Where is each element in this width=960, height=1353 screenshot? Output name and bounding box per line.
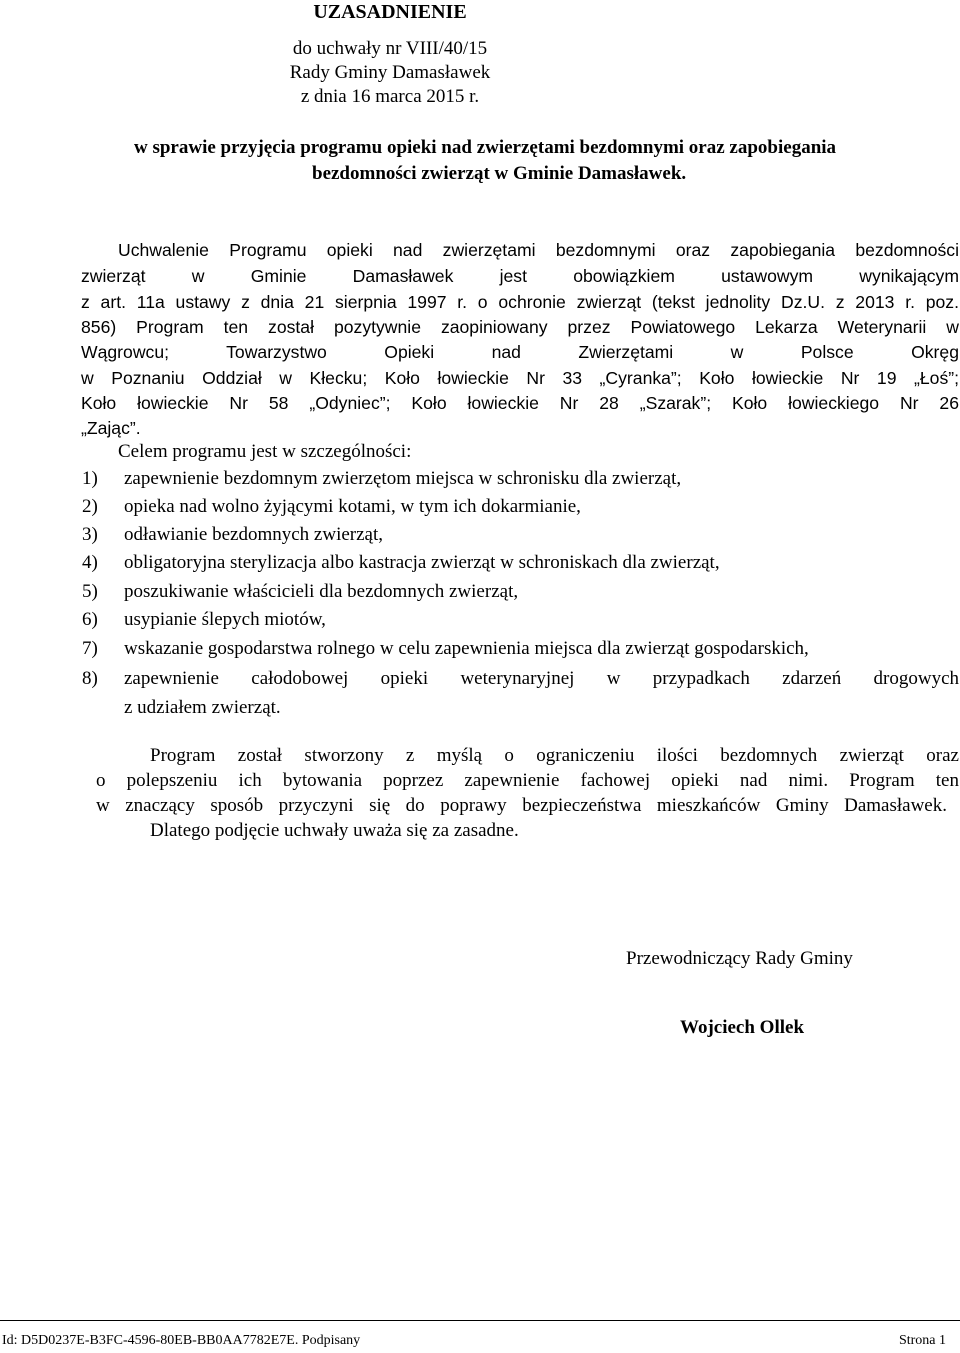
list-item-text: opieka nad wolno żyjącymi kotami, w tym ich dokarmianie, — [124, 496, 581, 517]
goals-intro: Celem programu jest w szczególności: — [118, 441, 412, 462]
list-item-continuation: z udziałem zwierząt. — [124, 697, 281, 718]
list-item-number: 2) — [82, 496, 98, 517]
list-item-text: usypianie ślepych miotów, — [124, 609, 326, 630]
list-item-number: 3) — [82, 524, 98, 545]
list-item — [0, 467, 960, 495]
council-name: Rady Gminy Damasławek — [289, 62, 491, 83]
list-item — [0, 580, 960, 608]
list-item-number: 1) — [82, 468, 98, 489]
para1-line-8: „Zając”. — [81, 418, 141, 438]
document-title: UZASADNIENIE — [313, 1, 467, 23]
resolution-date: z dnia 16 marca 2015 r. — [300, 86, 480, 107]
para2-line-2: o polepszeniu ich bytowania poprzez zapewnienie fachowej opieki nad nimi. Program ten — [96, 770, 959, 791]
list-item-number: 8) — [82, 668, 98, 689]
resolution-number: do uchwały nr VIII/40/15 — [292, 38, 488, 59]
subject-line-1: w sprawie przyjęcia programu opieki nad zwierzętami bezdomnymi oraz zapobiegania — [134, 137, 837, 158]
list-item-text: obligatoryjna sterylizacja albo kastracja zwierząt w schroniskach dla zwierząt, — [124, 552, 720, 573]
list-item-text: odławianie bezdomnych zwierząt, — [124, 524, 384, 545]
para1-line-2: zwierząt w Gminie Damasławek jest obowiązkiem ustawowym wynikającym — [81, 266, 959, 286]
list-item-text: zapewnienie bezdomnym zwierzętom miejsca w schronisku dla zwierząt, — [124, 468, 682, 489]
list-item-number: 4) — [82, 552, 98, 573]
page-number: Strona 1 — [898, 1333, 946, 1348]
para2-line-4: Dlatego podjęcie uchwały uważa się za zasadne. — [150, 820, 519, 841]
signatory-name: Wojciech Ollek — [680, 1017, 805, 1038]
signatory-role: Przewodniczący Rady Gminy — [626, 948, 853, 969]
list-item — [0, 495, 960, 523]
para1-line-4: 856) Program ten został pozytywnie zaopiniowany przez Powiatowego Lekarza Weterynarii w — [81, 317, 959, 337]
list-item — [0, 637, 960, 665]
para1-line-1: Uchwalenie Programu opieki nad zwierzętami bezdomnymi oraz zapobiegania bezdomności — [118, 240, 959, 260]
list-item-text: poszukiwanie właścicieli dla bezdomnych zwierząt, — [124, 581, 519, 602]
para1-line-3: z art. 11a ustawy z dnia 21 sierpnia 1997 r. o ochronie zwierząt (tekst jednolity Dz.U. z 2013 r. poz. — [81, 292, 959, 312]
list-item — [0, 608, 960, 636]
list-item-text: zapewnienie całodobowej opieki weterynaryjnej w przypadkach zdarzeń drogowych — [124, 668, 959, 689]
list-item-text: wskazanie gospodarstwa rolnego w celu zapewnienia miejsca dla zwierząt gospodarskich, — [124, 638, 809, 659]
list-item — [0, 551, 960, 579]
list-item-number: 5) — [82, 581, 98, 602]
list-item-number: 7) — [82, 638, 98, 659]
para2-line-1: Program został stworzony z myślą o ograniczeniu ilości bezdomnych zwierząt oraz — [150, 745, 959, 766]
document-id: Id: D5D0237E-B3FC-4596-80EB-BB0AA7782E7E. Podpisany — [2, 1333, 361, 1348]
subject-line-2: bezdomności zwierząt w Gminie Damasławek. — [312, 163, 687, 184]
para1-line-6: w Poznaniu Oddział w Kłecku; Koło łowieckie Nr 33 „Cyranka”; Koło łowieckie Nr 19 „Łoś”; — [81, 368, 959, 388]
page-footer — [0, 1320, 960, 1351]
list-item-number: 6) — [82, 609, 98, 630]
list-item — [0, 523, 960, 551]
list-item — [0, 667, 960, 723]
para1-line-5: Wągrowcu; Towarzystwo Opieki nad Zwierzętami w Polsce Okręg — [81, 342, 959, 362]
para2-line-3: w znaczący sposób przyczyni się do poprawy bezpieczeństwa mieszkańców Gminy Damasławek. — [96, 795, 947, 816]
para1-line-7: Koło łowieckie Nr 58 „Odyniec”; Koło łowieckie Nr 28 „Szarak”; Koło łowieckiego Nr 26 — [81, 393, 959, 413]
